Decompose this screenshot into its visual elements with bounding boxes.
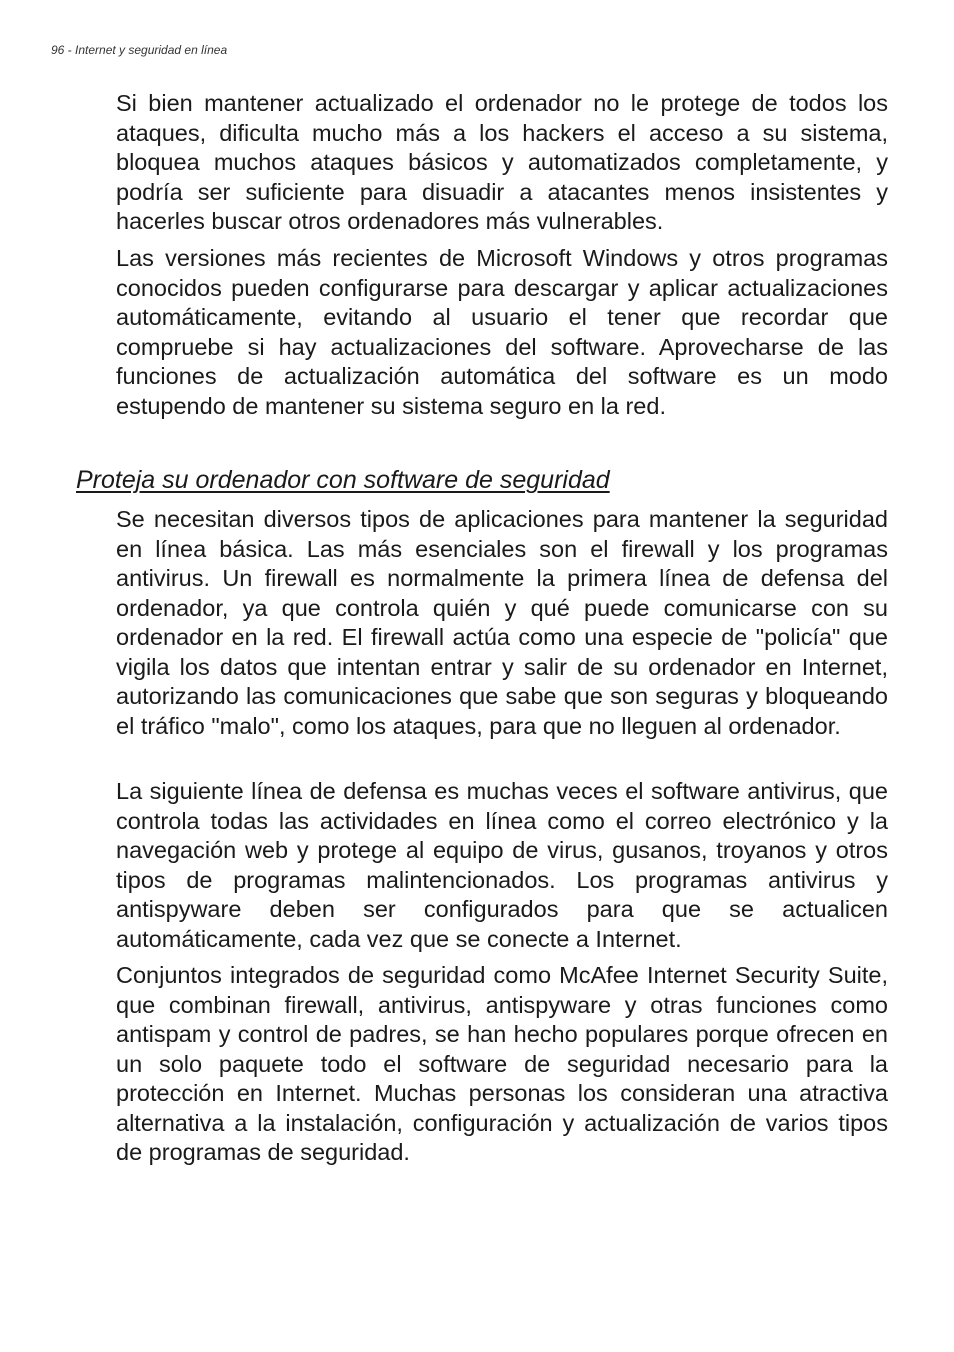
paragraph-antivirus: La siguiente línea de defensa es muchas veces el software antivirus, que controla todas las actividades en línea como el correo electrónico y la navegación web y protege al equipo de virus, gusanos, troyanos y otros tipos de programas malintencionados. Los programas antivirus y antispyware deben ser configurados para que se actualicen automáticamente, cada vez que se conecte a Internet.	[116, 778, 888, 952]
running-header: 96 - Internet y seguridad en línea	[51, 43, 228, 57]
paragraph-firewall: Se necesitan diversos tipos de aplicaciones para mantener la seguridad en línea básica. Las más esenciales son el firewall y los programas antivirus. Un firewall es normalmente la primera línea de defensa del ordenador, ya que controla quién y qué puede comunicarse con su ordenador en la red. El firewall actúa como una especie de "policía" que vigila los datos que intentan entrar y salir de su ordenador en Internet, autorizando las comunicaciones que sabe que son seguras y bloqueando el tráfico "malo", como los ataques, para que no lleguen al ordenador.	[116, 506, 888, 739]
paragraph-security-suites: Conjuntos integrados de seguridad como McAfee Internet Security Suite, que combinan firewall, antivirus, antispyware y otras funciones como antispam y control de padres, se han hecho populares porque ofrecen en un solo paquete todo el software de seguridad necesario para la protección en Internet. Muchas personas los consideran una atractiva alternativa a la instalación, configuración y actualización de varios tipos de programas de seguridad.	[116, 962, 888, 1165]
paragraph-update-benefits: Si bien mantener actualizado el ordenador no le protege de todos los ataques, dificulta mucho más a los hackers el acceso a su sistema, bloquea muchos ataques básicos y automatizados completamente, y podría ser suficiente para disuadir a atacantes menos insistentes y hacerles buscar otros ordenadores más vulnerables.	[116, 90, 888, 234]
paragraph-automatic-updates: Las versiones más recientes de Microsoft Windows y otros programas conocidos pueden configurarse para descargar y aplicar actualizaciones automáticamente, evitando al usuario el tener que recordar que compruebe si hay actualizaciones del software. Aprovecharse de las funciones de actualización automática del software es un modo estupendo de mantener su sistema seguro en la red.	[116, 245, 888, 419]
section-heading-security-software: Proteja su ordenador con software de seguridad	[76, 466, 610, 494]
